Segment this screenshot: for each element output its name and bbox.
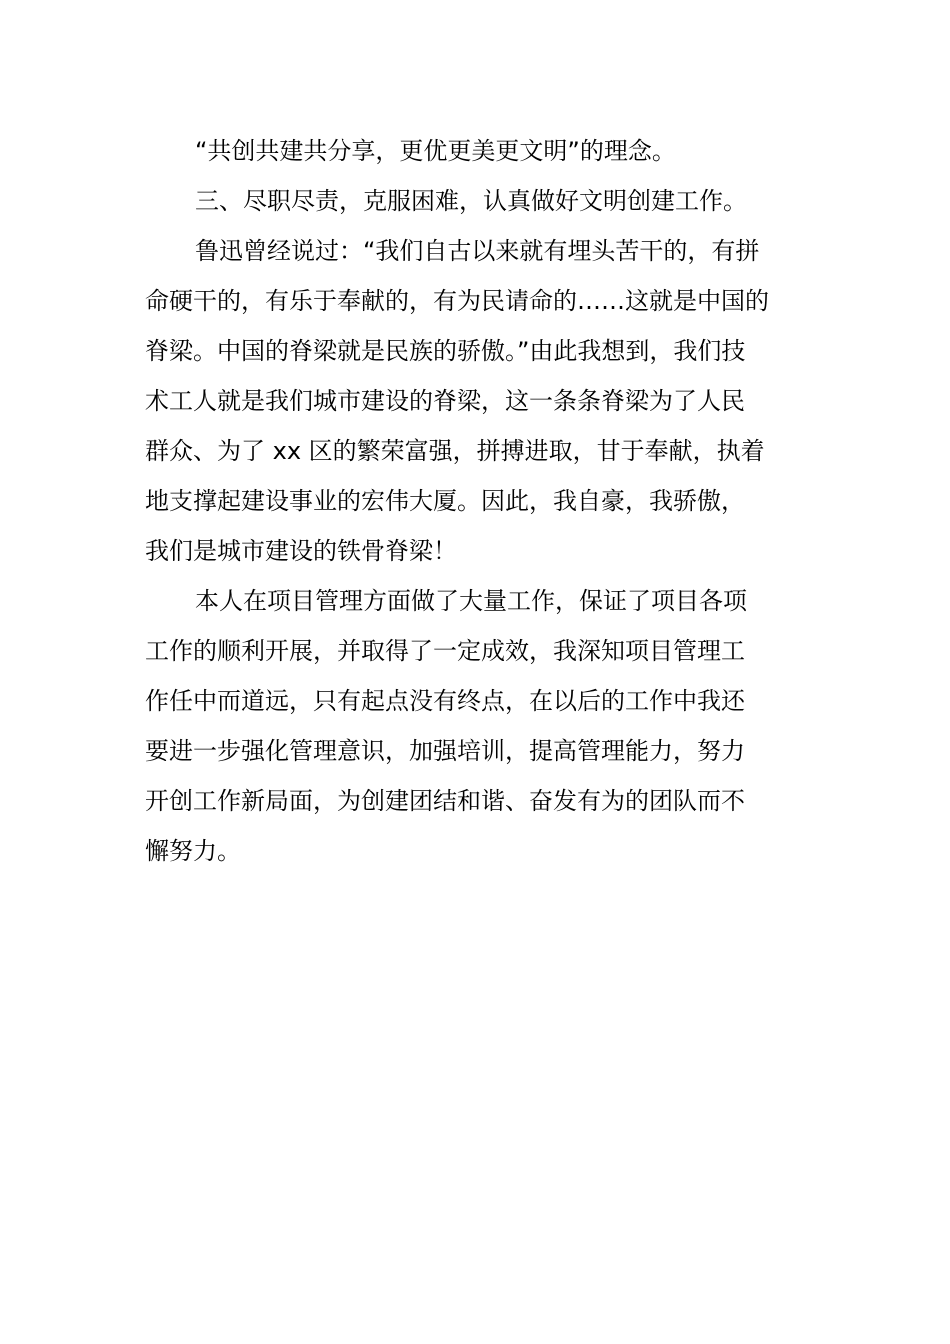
paragraph-line: 命硬干的，有乐于奉献的，有为民请命的……这就是中国的	[145, 287, 769, 315]
paragraph-line: 我们是城市建设的铁骨脊梁！	[145, 537, 457, 565]
paragraph-line: 地支撑起建设事业的宏伟大厦。因此，我自豪，我骄傲，	[145, 487, 745, 515]
paragraph-line: 脊梁。中国的脊梁就是民族的骄傲。”由此我想到，我们技	[145, 337, 746, 365]
paragraph-3	[145, 226, 810, 576]
paragraph-line: “共创共建共分享，更优更美更文明”的理念。	[195, 137, 676, 165]
document-body	[145, 126, 810, 876]
paragraph-line: 本人在项目管理方面做了大量工作，保证了项目各项	[195, 587, 747, 615]
paragraph-line: 工作的顺利开展，并取得了一定成效，我深知项目管理工	[145, 637, 745, 665]
paragraph-line: 作任中而道远，只有起点没有终点，在以后的工作中我还	[145, 687, 745, 715]
paragraph-line: 懈努力。	[145, 837, 241, 865]
paragraph-4	[145, 576, 810, 876]
paragraph-line: 群众、为了 xx 区的繁荣富强，拼搏进取，甘于奉献，执着	[145, 437, 765, 465]
paragraph-line: 要进一步强化管理意识，加强培训，提高管理能力，努力	[145, 737, 745, 765]
paragraph-line: 鲁迅曾经说过：“我们自古以来就有埋头苦干的，有拼	[195, 237, 760, 265]
section-heading	[145, 176, 810, 226]
paragraph-line: 术工人就是我们城市建设的脊梁，这一条条脊梁为了人民	[145, 387, 745, 415]
paragraph-1	[145, 126, 810, 176]
paragraph-line: 开创工作新局面，为创建团结和谐、奋发有为的团队而不	[145, 787, 745, 815]
section-heading-text: 三、尽职尽责，克服困难，认真做好文明创建工作。	[195, 187, 747, 215]
